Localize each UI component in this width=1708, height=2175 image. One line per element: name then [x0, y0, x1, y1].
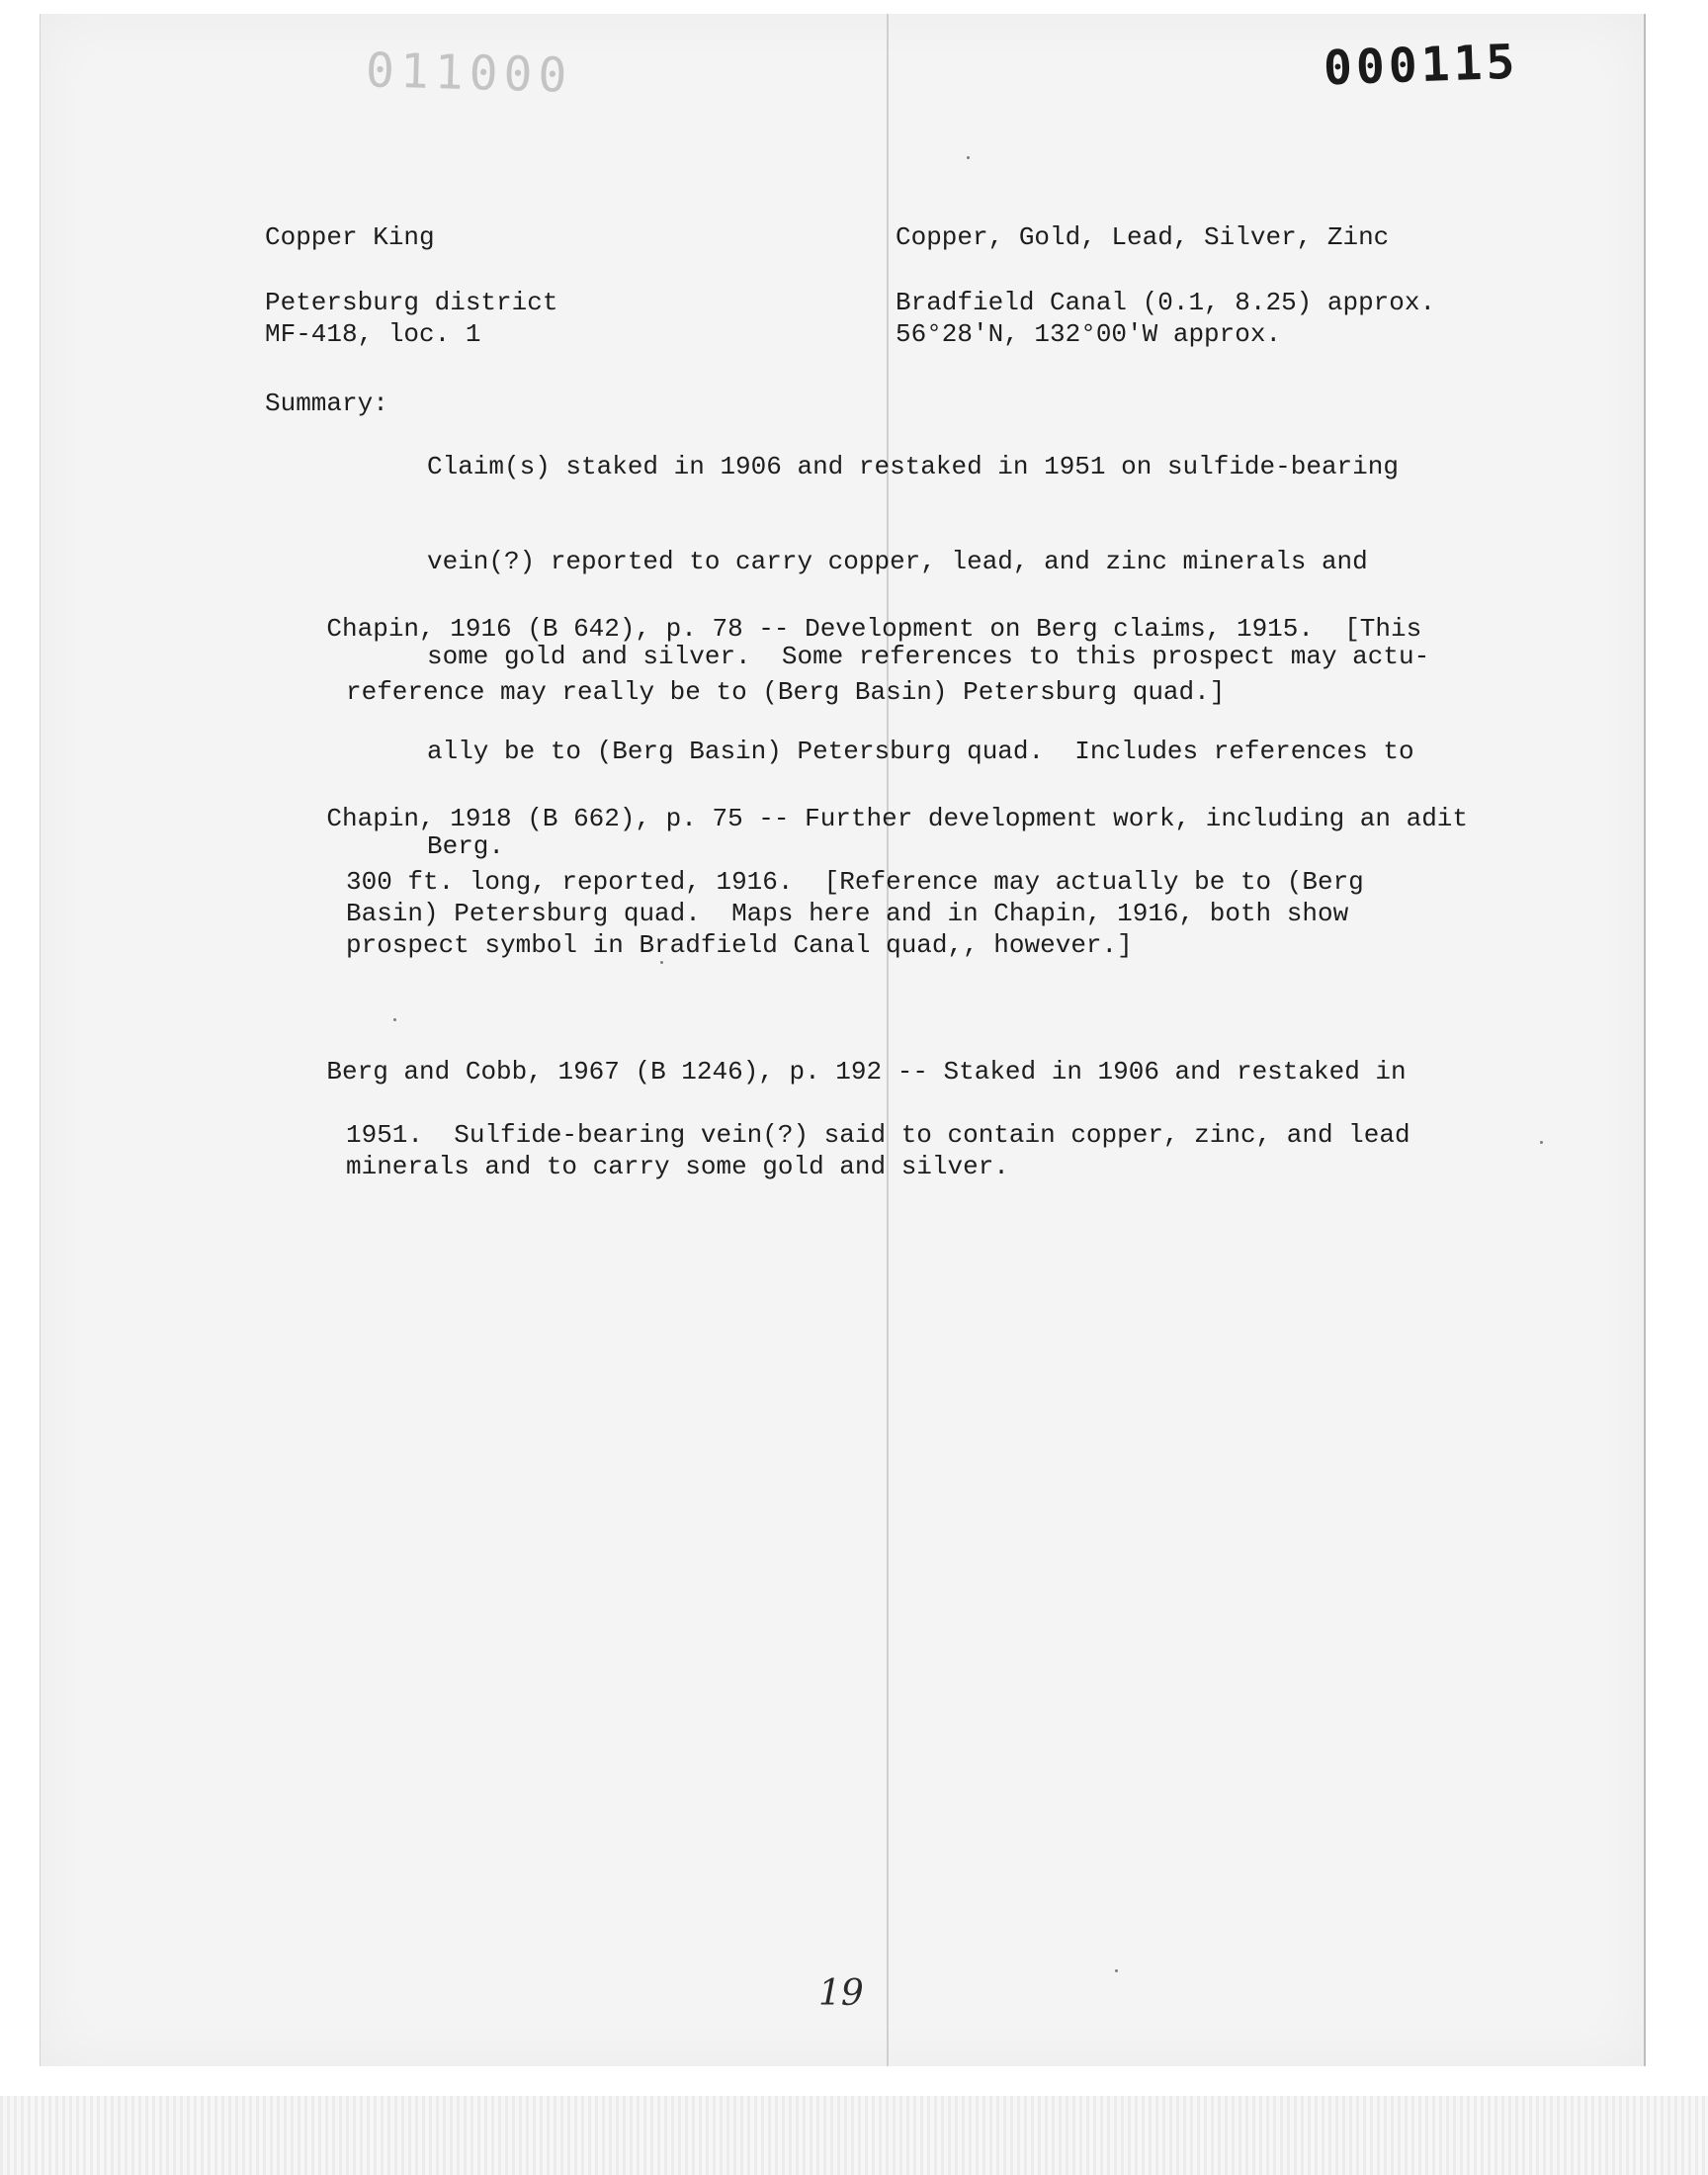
scan-speck: [967, 156, 970, 159]
summary-label: Summary:: [265, 389, 388, 418]
handwritten-page-number: 19: [818, 1973, 864, 2014]
reference-list: [265, 581, 1510, 1246]
district: Petersburg district: [265, 288, 558, 317]
quadrangle: Bradfield Canal (0.1, 8.25) approx.: [896, 288, 1436, 317]
summary-line: Berg.: [427, 831, 505, 861]
scan-speck: [1115, 1969, 1118, 1972]
map-reference: MF-418, loc. 1: [265, 319, 481, 349]
summary-line: some gold and silver. Some references to this prospect may actu-: [427, 642, 1430, 671]
prospect-name: Copper King: [265, 222, 435, 252]
scan-edge: [0, 2096, 1708, 2175]
reference-entry: [265, 771, 1510, 1024]
summary-line: ally be to (Berg Basin) Petersburg quad. Includes references to: [427, 737, 1414, 766]
scan-speck: [1540, 1141, 1543, 1144]
reference-first-line: Chapin, 1916 (B 642), p. 78 -- Development on Berg claims, 1915. [This: [326, 614, 1422, 644]
summary-line: vein(?) reported to carry copper, lead, and zinc minerals and: [427, 547, 1368, 576]
reference-continuation: 1951. Sulfide-bearing vein(?) said to contain copper, zinc, and lead minerals and to carry some gold and silver.: [346, 1120, 1410, 1181]
summary-line: Claim(s) staked in 1906 and restaked in 1951 on sulfide-bearing: [427, 452, 1399, 481]
commodities: Copper, Gold, Lead, Silver, Zinc: [896, 222, 1390, 252]
stamp-number: 000115: [1322, 34, 1519, 97]
reference-first-line: Chapin, 1918 (B 662), p. 75 -- Further development work, including an adit: [326, 804, 1469, 833]
reference-entry: [265, 1024, 1510, 1246]
reference-first-line: Berg and Cobb, 1967 (B 1246), p. 192 -- Staked in 1906 and restaked in: [326, 1057, 1407, 1087]
reference-continuation: 300 ft. long, reported, 1916. [Reference may actually be to (Berg Basin) Petersburg quad. Maps here and in Chapin, 1916, both show prospect symbol in Bradfield Canal quad,, however.]: [346, 867, 1364, 960]
reference-continuation: reference may really be to (Berg Basin) Petersburg quad.]: [346, 677, 1226, 707]
coordinates: 56°28'N, 132°00'W approx.: [896, 319, 1282, 349]
scan-speck: [393, 1018, 396, 1021]
reference-entry: [265, 581, 1510, 771]
scan-speck: [660, 961, 663, 964]
faded-stamp-number: 011000: [365, 43, 574, 104]
